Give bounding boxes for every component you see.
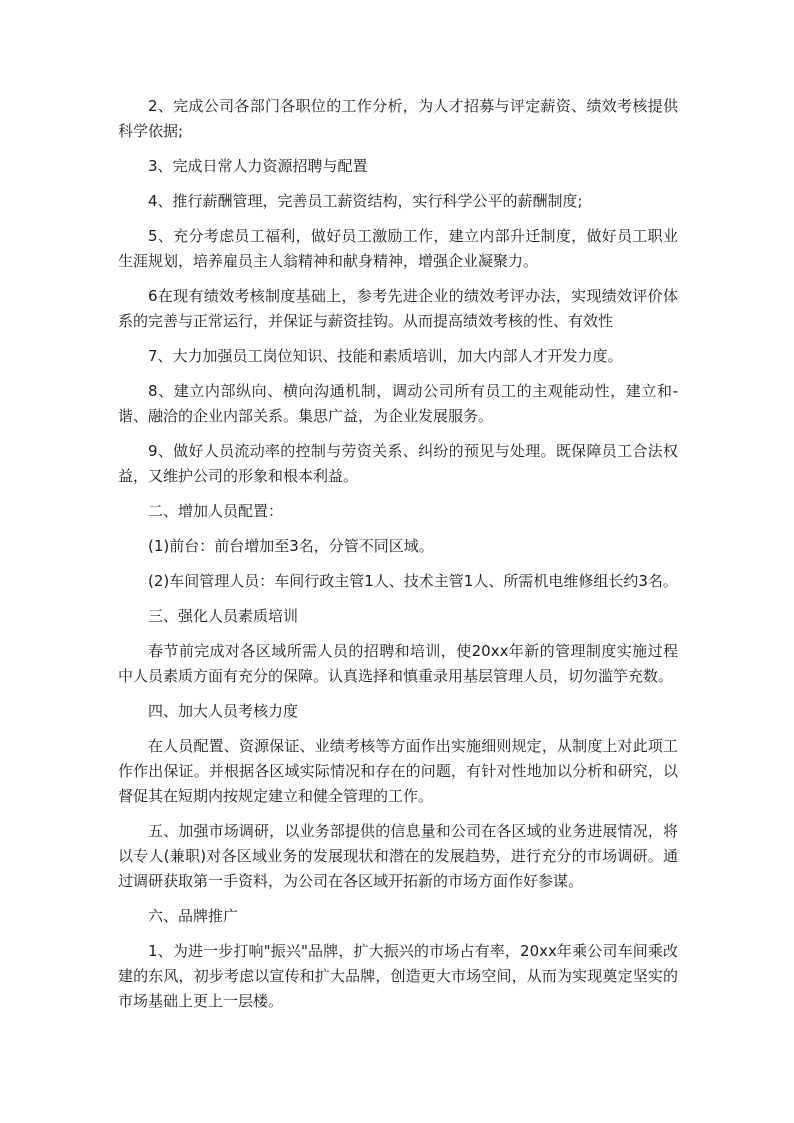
document-body xyxy=(118,94,678,1024)
paragraph-item-8-communication: 8、建立内部纵向、横向沟通机制，调动公司所有员工的主观能动性，建立和-谐、融洽的企业内部关系。集思广益，为企业发展服务。 xyxy=(118,382,678,425)
section-heading-assessment: 四、加大人员考核力度 xyxy=(148,702,299,720)
paragraph-item-5-welfare: 5、充分考虑员工福利，做好员工激励工作，建立内部升迁制度，做好员工职业生涯规划，培养雇员主人翁精神和献身精神，增强企业凝聚力。 xyxy=(118,227,678,270)
paragraph-assessment-detail: 在人员配置、资源保证、业绩考核等方面作出实施细则规定，从制度上对此项工作作出保证。并根据各区域实际情况和存在的问题，有针对性地加以分析和研究，以督促其在短期内按规定建立和健全管理的工作。 xyxy=(118,737,678,805)
paragraph-training-detail: 春节前完成对各区域所需人员的招聘和培训，使20xx年新的管理制度实施过程中人员素质方面有充分的保障。认真选择和慎重录用基层管理人员，切勿滥竽充数。 xyxy=(118,642,678,685)
section-heading-staffing: 二、增加人员配置： xyxy=(148,502,284,520)
paragraph-item-3-recruitment: 3、完成日常人力资源招聘与配置 xyxy=(148,157,368,175)
paragraph-item-2-analysis: 2、完成公司各部门各职位的工作分析，为人才招募与评定薪资、绩效考核提供科学依据; xyxy=(118,97,678,140)
section-heading-training: 三、强化人员素质培训 xyxy=(148,607,299,625)
paragraph-item-4-compensation: 4、推行薪酬管理，完善员工薪资结构，实行科学公平的薪酬制度; xyxy=(148,192,583,210)
paragraph-market-research: 五、加强市场调研，以业务部提供的信息量和公司在各区域的业务进展情况，将以专人(兼职)对各区域业务的发展现状和潜在的发展趋势，进行充分的市场调研。通过调研获取第一手资料，为公司在各区域开拓新的市场方面作好参谋。 xyxy=(118,822,678,890)
section-heading-brand: 六、品牌推广 xyxy=(148,907,239,925)
paragraph-item-7-training: 7、大力加强员工岗位知识、技能和素质培训，加大内部人才开发力度。 xyxy=(148,347,623,365)
paragraph-brand-promotion: 1、为进一步打响"振兴"品牌，扩大振兴的市场占有率，20xx年乘公司车间乘改建的东风，初步考虑以宣传和扩大品牌，创造更大市场空间，从而为实现奠定坚实的市场基础上更上一层楼。 xyxy=(118,942,678,1010)
paragraph-item-9-turnover: 9、做好人员流动率的控制与劳资关系、纠纷的预见与处理。既保障员工合法权益，又维护公司的形象和根本利益。 xyxy=(118,442,678,485)
paragraph-workshop-managers: (2)车间管理人员：车间行政主管1人、技术主管1人、所需机电维修组长约3名。 xyxy=(148,572,678,590)
paragraph-item-6-performance: 6在现有绩效考核制度基础上，参考先进企业的绩效考评办法，实现绩效评价体系的完善与正常运行，并保证与薪资挂钩。从而提高绩效考核的性、有效性 xyxy=(118,287,678,330)
paragraph-front-desk: (1)前台：前台增加至3名，分管不同区域。 xyxy=(148,537,434,555)
